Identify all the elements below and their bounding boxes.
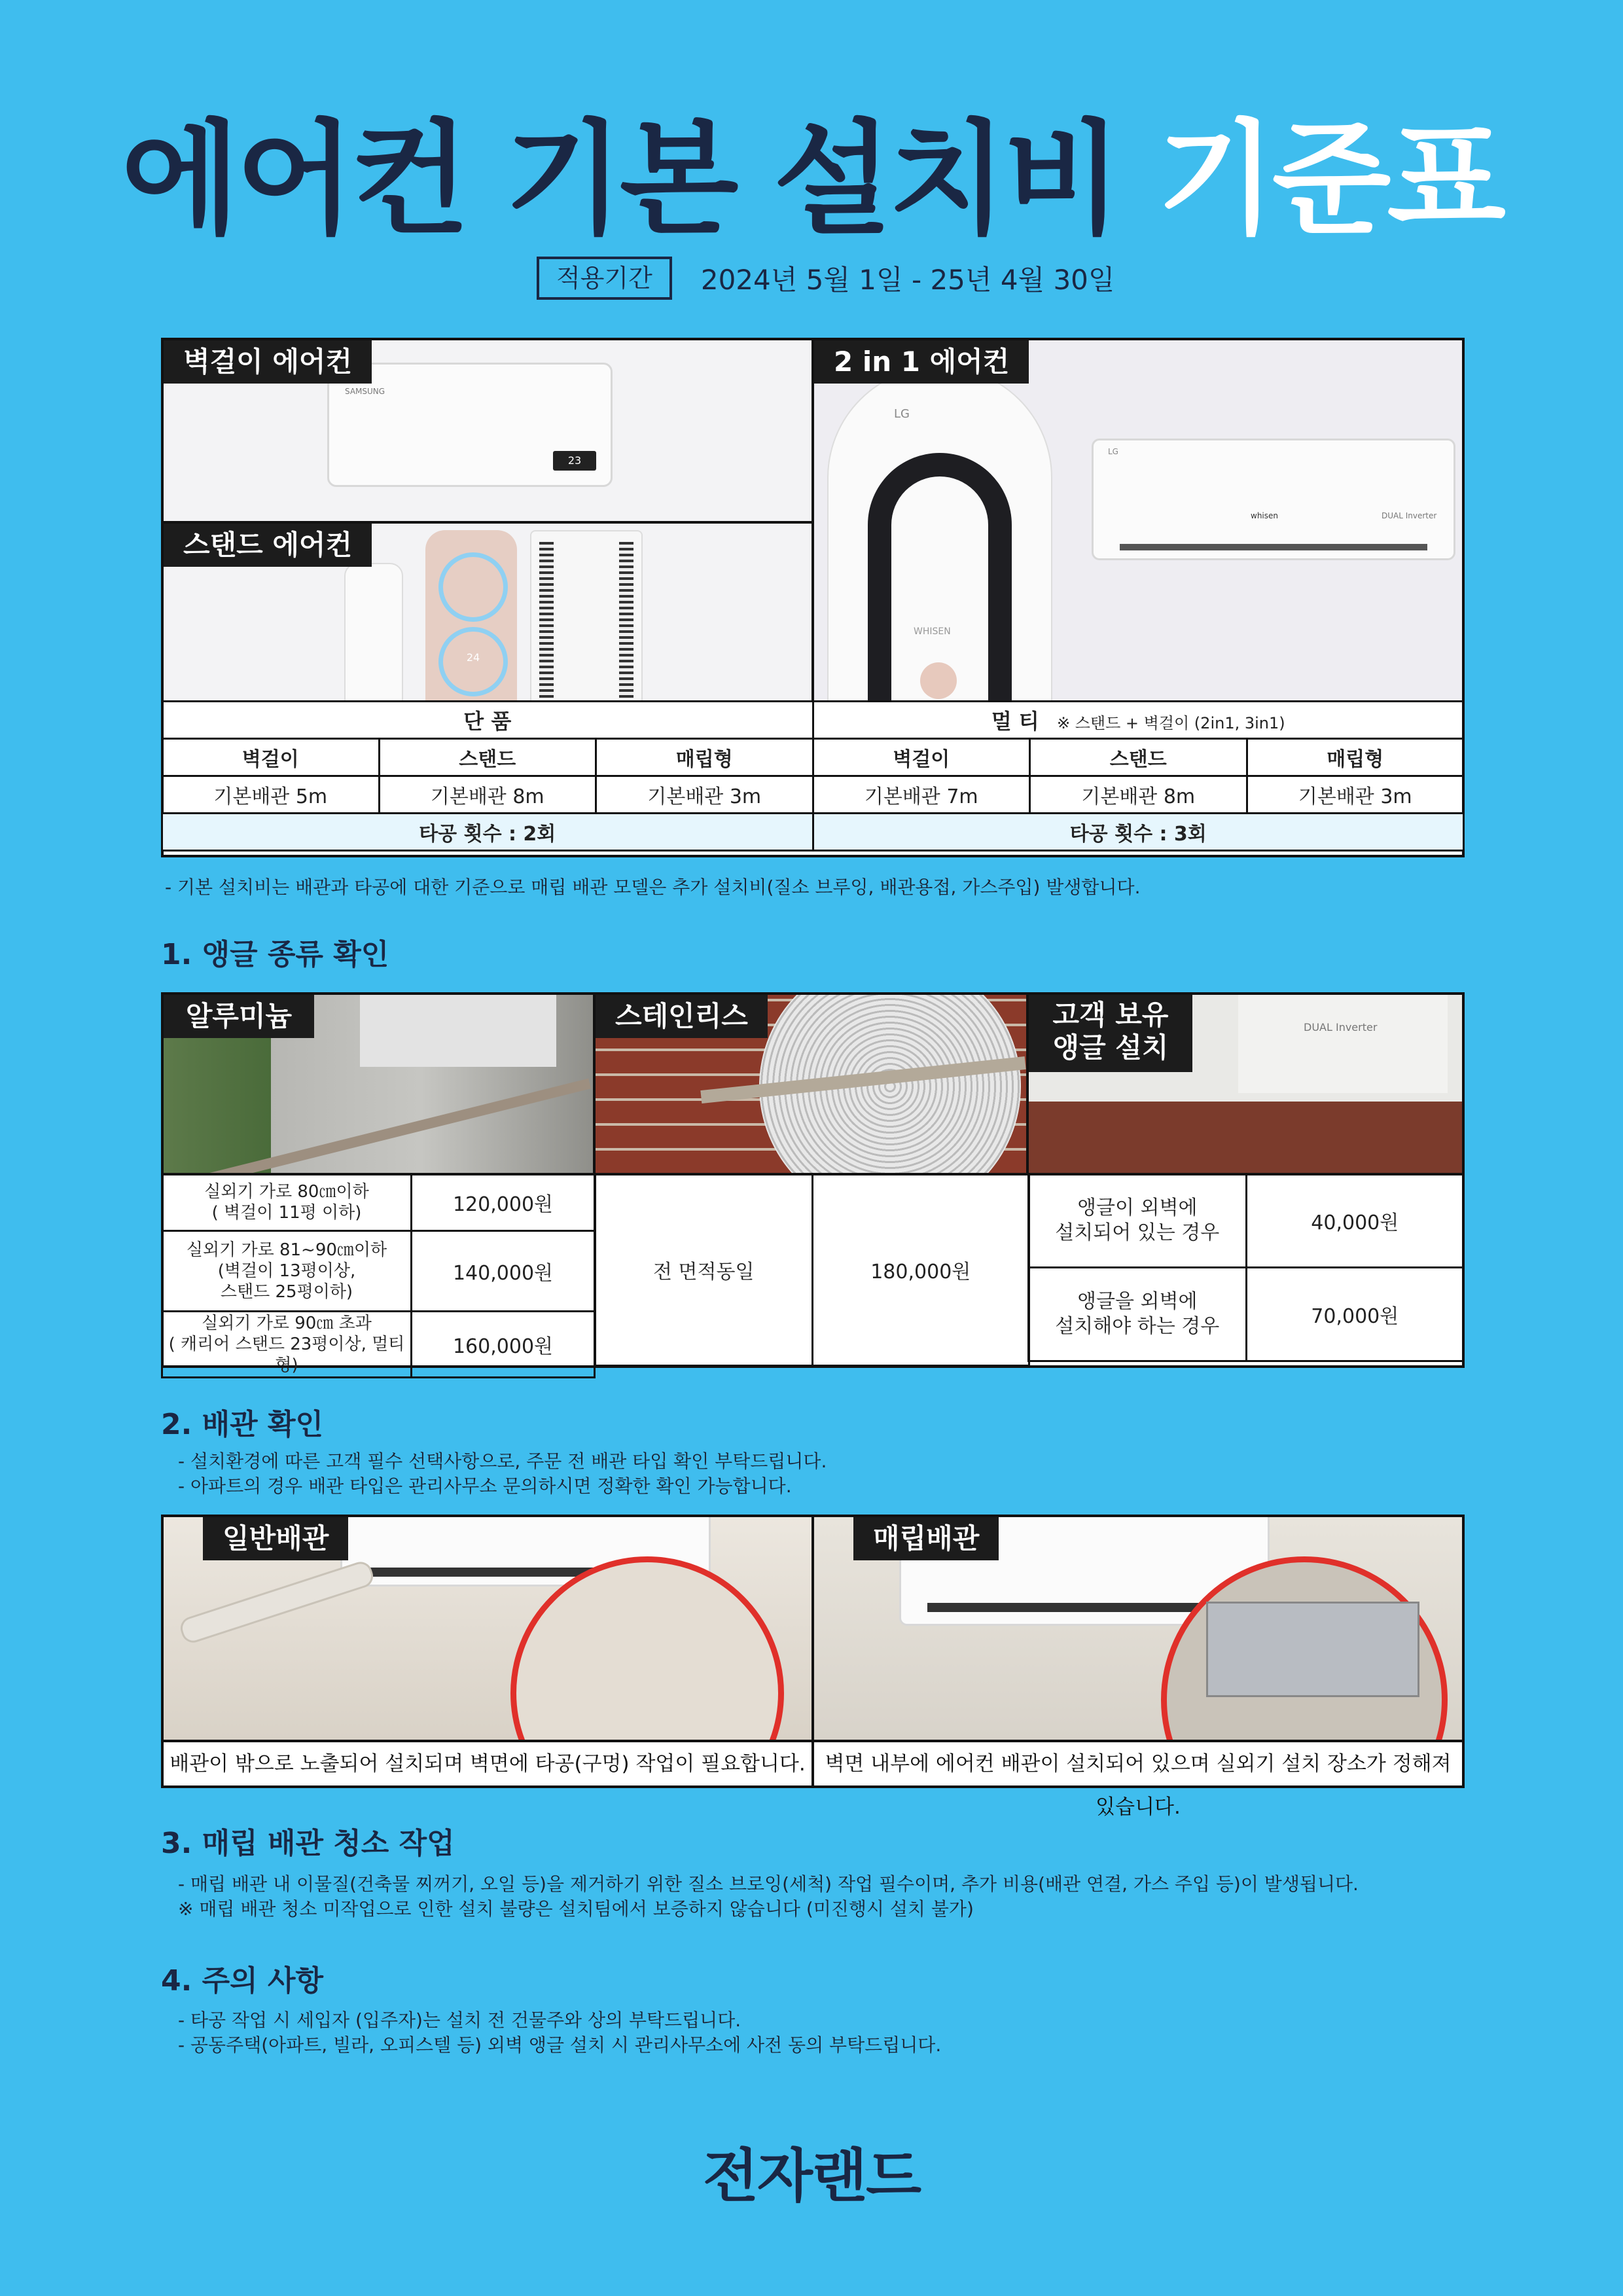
- aluminum-desc-1b: ( 벽걸이 11평 이하): [211, 1203, 362, 1223]
- customer-table: [1027, 1173, 1465, 1362]
- angle-box: [161, 992, 1465, 1375]
- combo-lg-logo: LG: [894, 407, 910, 421]
- aluminum-desc-1: [162, 1174, 412, 1231]
- table-row: [162, 1312, 595, 1378]
- customer-desc-1a: 앵글이 외벽에: [1077, 1196, 1198, 1219]
- pricing-table: [161, 700, 1465, 852]
- section2-title: 2. 배관 확인: [161, 1408, 323, 1441]
- stand-fan-ring-1: [438, 552, 508, 622]
- normal-pipe-caption: 배관이 밖으로 노출되어 설치되며 벽면에 타공(구멍) 작업이 필요합니다.: [164, 1740, 814, 1785]
- install-note: - 기본 설치비는 배관과 타공에 대한 기준으로 매립 배관 모델은 추가 설치비(질소 브루잉, 배관용접, 가스주입) 발생합니다.: [165, 876, 1141, 898]
- aluminum-desc-1a: 실외기 가로 80㎝이하: [204, 1182, 369, 1202]
- aluminum-desc-3a: 실외기 가로 90㎝ 초과: [202, 1314, 372, 1333]
- stainless-desc: 전 면적동일: [596, 1174, 813, 1366]
- period-label: 적용기간: [537, 257, 672, 300]
- stand-ac-label: 스탠드 에어컨: [164, 524, 372, 567]
- page-title: [0, 105, 1623, 255]
- embedded-pipe-label: 매립배관: [853, 1517, 999, 1560]
- section3-line2: ※ 매립 배관 청소 미작업으로 인한 설치 불량은 설치팀에서 보증하지 않습니다 (미진행시 설치 불가): [178, 1898, 974, 1920]
- value-wall-single: 기본배관 5m: [162, 776, 380, 814]
- stand-ac-unit-3: [530, 530, 643, 700]
- col-wall-single: 벽걸이: [162, 739, 380, 776]
- normal-pipe-tube: [177, 1559, 376, 1646]
- stand-vent-right: [619, 542, 633, 699]
- brand-logo: 전자랜드: [702, 2142, 921, 2210]
- value-embedded-single: 기본배관 3m: [596, 776, 813, 814]
- col-stand-multi: 스탠드: [1030, 739, 1247, 776]
- stand-fan-ring-2: [438, 627, 508, 696]
- normal-pipe-label: 일반배관: [203, 1517, 348, 1560]
- section2-line1: - 설치환경에 따른 고객 필수 선택사항으로, 주문 전 배관 타입 확인 부탁드립니다.: [178, 1450, 827, 1472]
- customer-table-wrap: [1027, 1173, 1465, 1362]
- section3-lines: [178, 1872, 1359, 1922]
- stainless-price: 180,000원: [812, 1174, 1029, 1366]
- table-row: [1029, 1174, 1464, 1268]
- multi-header-text: 멀 티: [991, 709, 1039, 734]
- combo-wall-unit: [1092, 439, 1455, 560]
- section4-title: 4. 주의 사항: [161, 1964, 323, 1998]
- table-row: [1029, 1268, 1464, 1361]
- aluminum-desc-2: [162, 1231, 412, 1312]
- pricing-table-wrap: [161, 700, 1465, 852]
- customer-desc-2: [1029, 1268, 1247, 1361]
- section4-line1: - 타공 작업 시 세입자 (입주자)는 설치 전 건물주와 상의 부탁드립니다.: [178, 2009, 741, 2031]
- multi-header: [813, 702, 1464, 739]
- single-header: [162, 702, 813, 739]
- stainless-label: 스테인리스: [596, 995, 768, 1038]
- section2-line2: - 아파트의 경우 배관 타입은 관리사무소 문의하시면 정확한 확인 가능합니다.: [178, 1475, 792, 1497]
- section3-title: 3. 매립 배관 청소 작업: [161, 1827, 455, 1860]
- value-stand-multi: 기본배관 8m: [1030, 776, 1247, 814]
- stand-ac-unit-2: [425, 530, 517, 700]
- section3-line1: - 매립 배관 내 이물질(건축물 찌꺼기, 오일 등)을 제거하기 위한 질소 브로잉(세척) 작업 필수이며, 추가 비용(배관 연결, 가스 주입 등)이 발생됩니다.: [178, 1873, 1359, 1895]
- table-row: [596, 1174, 1029, 1366]
- combo-whisen: WHISEN: [914, 626, 951, 637]
- customer-label: [1029, 995, 1192, 1072]
- section4-line2: - 공동주택(아파트, 빌라, 오피스텔 등) 외벽 앵글 설치 시 관리사무소에 사전 동의 부탁드립니다.: [178, 2034, 942, 2056]
- section2-lines: [178, 1449, 827, 1499]
- combo-knob: [920, 662, 957, 699]
- table-row: [162, 1231, 595, 1312]
- customer-desc-1b: 설치되어 있는 경우: [1055, 1221, 1220, 1244]
- embedded-pipe-caption: 벽면 내부에 에어컨 배관이 설치되어 있으며 실외기 설치 장소가 정해져 있습니다.: [814, 1740, 1462, 1785]
- wall-ac-display: [553, 451, 596, 471]
- multi-header-note: ※ 스탠드 + 벽걸이 (2in1, 3in1): [1056, 714, 1285, 732]
- multi-hole-count: 타공 횟수 : 3회: [813, 814, 1464, 851]
- customer-label-line1: 고객 보유: [1052, 999, 1169, 1031]
- customer-inverter: DUAL Inverter: [1304, 1021, 1378, 1033]
- single-header-text: 단 품: [463, 709, 512, 734]
- combo-wall-inverter: DUAL Inverter: [1382, 511, 1437, 520]
- aluminum-price-3: 160,000원: [412, 1312, 595, 1378]
- col-wall-multi: 벽걸이: [813, 739, 1030, 776]
- value-stand-single: 기본배관 8m: [379, 776, 596, 814]
- title-light: 기준표: [1157, 108, 1503, 251]
- title-dark: 에어컨 기본 설치비: [120, 108, 1118, 251]
- col-embedded-single: 매립형: [596, 739, 813, 776]
- aluminum-bar: [207, 1079, 591, 1175]
- section4-lines: [178, 2008, 941, 2058]
- single-hole-count: 타공 횟수 : 2회: [162, 814, 813, 851]
- table-row: [162, 1174, 595, 1231]
- period-text: 2024년 5월 1일 - 25년 4월 30일: [700, 264, 1115, 296]
- combo-wall-logo: LG: [1108, 447, 1118, 456]
- stand-display: 24: [466, 651, 480, 664]
- customer-price-1: 40,000원: [1246, 1174, 1464, 1268]
- customer-unit: [1238, 995, 1448, 1093]
- customer-desc-2a: 앵글을 외벽에: [1077, 1290, 1198, 1313]
- customer-desc-2b: 설치해야 하는 경우: [1055, 1315, 1220, 1338]
- pipe-box: [161, 1515, 1465, 1819]
- aluminum-desc-3: [162, 1312, 412, 1378]
- wall-ac-brand: SAMSUNG: [345, 387, 385, 396]
- combo-wall-vent: [1120, 544, 1427, 550]
- aluminum-table-wrap: [161, 1173, 596, 1378]
- aluminum-unit: [360, 995, 556, 1067]
- combo-stand-unit: [827, 367, 1052, 700]
- stand-vent-left: [539, 542, 554, 699]
- section1-title: 1. 앵글 종류 확인: [161, 938, 389, 971]
- wall-ac-display-text: 23: [567, 454, 582, 467]
- col-stand-single: 스탠드: [379, 739, 596, 776]
- combo-ac-label: 2 in 1 에어컨: [814, 340, 1029, 384]
- aluminum-desc-2c: 스탠드 25평이하): [220, 1282, 353, 1302]
- combo-wall-whisen: whisen: [1251, 511, 1278, 520]
- customer-desc-1: [1029, 1174, 1247, 1268]
- stainless-table: [594, 1173, 1030, 1367]
- aluminum-desc-2a: 실외기 가로 81~90㎝이하: [186, 1240, 387, 1260]
- col-embedded-multi: 매립형: [1247, 739, 1464, 776]
- value-embedded-multi: 기본배관 3m: [1247, 776, 1464, 814]
- wall-ac-label: 벽걸이 에어컨: [164, 340, 372, 384]
- stand-ac-unit-1: [344, 563, 403, 700]
- period-row: [537, 257, 1115, 300]
- aluminum-price-2: 140,000원: [412, 1231, 595, 1312]
- value-wall-multi: 기본배관 7m: [813, 776, 1030, 814]
- customer-label-line2: 앵글 설치: [1052, 1031, 1169, 1064]
- customer-price-2: 70,000원: [1246, 1268, 1464, 1361]
- embedded-pipe-bracket: [1206, 1602, 1419, 1697]
- combo-ac-photo: [814, 340, 1462, 700]
- aluminum-label: 알루미늄: [164, 995, 314, 1038]
- aluminum-desc-2b: (벽걸이 13평이상,: [217, 1261, 356, 1281]
- product-box: [161, 338, 1465, 857]
- aluminum-price-1: 120,000원: [412, 1174, 595, 1231]
- stainless-table-wrap: [594, 1173, 1030, 1367]
- aluminum-desc-3b: ( 캐리어 스탠드 23평이상, 멀티형): [168, 1335, 405, 1375]
- aluminum-table: [161, 1173, 596, 1378]
